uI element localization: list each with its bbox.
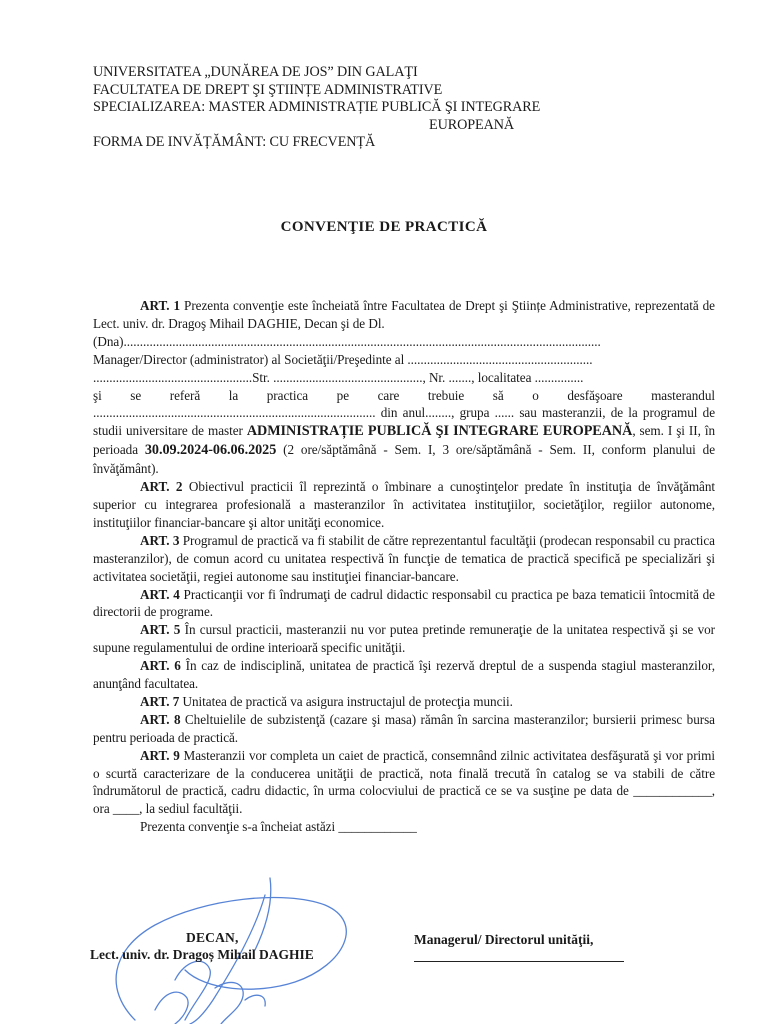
- study-form: FORMA DE INVĂȚĂMÂNT: CU FRECVENȚĂ: [93, 134, 376, 150]
- dean-signature-block: [90, 929, 370, 963]
- article-text: Cheltuielile de subzistenţă (cazare şi masa) rămân în sarcina masteranzilor; bursierii primesc bursa pentru perioada de practică.: [93, 711, 715, 745]
- article-9: [93, 747, 715, 819]
- article-label: ART. 7: [140, 693, 180, 709]
- article-text: În caz de indisciplină, unitatea de practică îşi rezervă dreptul de a suspenda stagiul masteranzilor, anunţând facultatea.: [93, 658, 715, 692]
- article-5: [93, 621, 715, 657]
- university-name: UNIVERSITATEA „DUNĂREA DE JOS” DIN GALAŢI: [93, 64, 418, 80]
- article-6: [93, 657, 715, 693]
- article-text: Masteranzii vor completa un caiet de practică, consemnând zilnic activitatea desfăşurată şi vor primi o scurtă caracterizare de la conducerea unităţii de practică, nota finală trecută în catalog se va stabili de către îndrumătorul de practică, cadru didactic, în urma colocviului de practică ce se va susţine pe data de ____________, ora ____, la sediul facultăţii.: [93, 747, 715, 817]
- article-label: ART. 9: [140, 747, 180, 763]
- article-label: ART. 3: [140, 532, 180, 548]
- article-label: ART. 6: [140, 658, 181, 674]
- manager-blank-line: Manager/Director (administrator) al Societăţii/Preşedinte al .........................................................: [93, 351, 593, 367]
- manager-signature-block: [414, 931, 714, 962]
- document-body: [93, 297, 715, 836]
- closing-statement: Prezenta convenţie s-a încheiat astăzi ____________: [140, 819, 417, 835]
- specialization-continued: EUROPEANĂ: [429, 116, 515, 133]
- specialization: SPECIALIZAREA: MASTER ADMINISTRAȚIE PUBLICĂ ŞI INTEGRARE: [93, 99, 541, 115]
- dna-blank-line: (Dna)...................................................................................................................................................: [93, 333, 601, 349]
- article-1-continued: [93, 387, 715, 479]
- article-label: ART. 1: [140, 298, 181, 313]
- program-name: ADMINISTRAȚIE PUBLICĂ ŞI INTEGRARE EUROPEANĂ: [246, 423, 633, 440]
- article-text: În cursul practicii, masteranzii nu vor putea pretinde remuneraţie de la unitatea respectivă şi se vor supune regulamentului de ordine interioară specific unităţii.: [93, 622, 715, 656]
- article-4: [93, 586, 715, 622]
- dean-role: DECAN,: [186, 930, 239, 945]
- article-2: [93, 478, 715, 532]
- document-title: CONVENŢIE DE PRACTICĂ: [280, 219, 488, 235]
- article-text: Unitatea de practică va asigura instructajul de protecţia muncii.: [179, 693, 513, 709]
- article-label: ART. 5: [140, 622, 181, 638]
- faculty-name: FACULTATEA DE DREPT ŞI ŞTIINȚE ADMINISTRATIVE: [93, 81, 443, 98]
- article-text: Prezenta convenţie este încheiată între Facultatea de Drept şi Ştiințe Administrative, reprezentată de Lect. univ. dr. Dragoş Mihail DAGHIE, Decan şi de Dl.: [93, 298, 715, 331]
- article-text: (2 ore/săptămână - Sem. I, 3 ore/săptămână - Sem. II, conform planului de învăţământ).: [93, 442, 715, 477]
- address-blank-line: .................................................Str. .............................................., Nr. ......., localitatea ...............: [93, 369, 584, 385]
- article-3: [93, 532, 715, 586]
- manager-role: Managerul/ Directorul unităţii,: [414, 932, 594, 947]
- manager-signature-line: [414, 961, 624, 962]
- article-text: Practicanţii vor fi îndrumaţi de cadrul didactic responsabil cu practica pe baza tematicii întocmită de directorii de programe.: [93, 586, 715, 620]
- document-header: [93, 64, 693, 152]
- article-text: Obiectivul practicii îl reprezintă o îmbinare a cunoştinţelor predate în instituţia de învăţământ superior cu integrarea profesională a masteranzilor în activitatea instituţiilor, societăţilor, regiilor autonome, instituţiilor financiar-bancare şi altor unităţi economice.: [93, 479, 715, 530]
- article-7: [93, 693, 715, 711]
- article-label: ART. 4: [140, 586, 180, 602]
- article-text: , sem. I şi II, în perioada: [93, 423, 715, 458]
- article-text: şi se referă la practica pe care trebuie să o desfăşoare masterandul ....................................................................................... din anul........, grupa ...... sau masteranzii, de la programul de studii universitare de master: [93, 387, 715, 439]
- article-8: [93, 711, 715, 747]
- dean-name: Lect. univ. dr. Dragoș Mihail DAGHIE: [90, 947, 314, 962]
- article-label: ART. 2: [140, 479, 183, 495]
- article-text: Programul de practică va fi stabilit de către reprezentantul facultăţii (prodecan responsabil cu practica masteranzilor), de comun acord cu unitatea respectivă în funcţie de tematica de practică specifică pe specializări şi activitatea societăţii, regiei autonome sau instituţiei financiar-bancare.: [93, 532, 715, 584]
- article-1: [93, 297, 715, 333]
- article-label: ART. 8: [140, 711, 181, 727]
- practice-period: 30.09.2024-06.06.2025: [144, 442, 277, 459]
